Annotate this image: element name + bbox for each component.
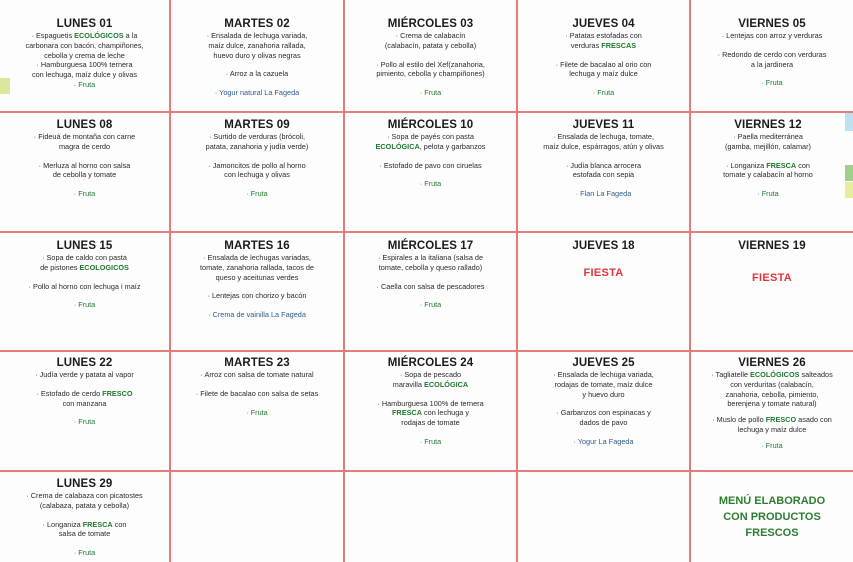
dessert-label: · Yogur La Fageda [573, 436, 634, 446]
eco-tag: ECOLÓGICA [375, 141, 420, 151]
holiday-label: FIESTA [583, 267, 624, 279]
fruta-label: · Fruta [419, 436, 442, 446]
day-cell-martes-09: MARTES 09 · Surtido de verduras (brócoli, patata, zanahoria y judía verde) · Jamoncitos de pollo al horno con lechuga y olivas · Fruta [171, 113, 343, 231]
fruta-label: · Fruta [761, 440, 783, 450]
day-cell-martes-16: MARTES 16 · Ensalada de lechugas variadas, tomate, zanahoria rallada, tacos de queso y aceitunas verdes · Lentejas con chorizo y bacón · Crema de vainilla La Fageda [171, 233, 343, 350]
fruta-label: · Fruta [592, 88, 615, 98]
fruta-label: · Fruta [419, 179, 442, 189]
day-cell-lunes-22: LUNES 22 · Judía verde y patata al vapor · Estofado de cerdo FRESCO con manzana · Fruta [0, 352, 169, 470]
fresh-tag: FRESCAS [601, 40, 637, 50]
day-title: JUEVES 18 [572, 240, 635, 252]
fruta-label: · Fruta [73, 300, 96, 310]
day-cell-viernes-12: VIERNES 12 · Paella mediterránea (gamba, mejillón, calamar) · Longaniza FRESCA con tomate y calabacín al horno · Fruta [691, 113, 845, 231]
day-title: VIERNES 12 [734, 119, 802, 131]
day-title: VIERNES 19 [738, 240, 806, 252]
grid-line [169, 0, 171, 562]
fresh-tag: FRESCA [766, 160, 797, 170]
day-cell-lunes-15: LUNES 15 · Sopa de caldo con pasta de pistones ECOLOGICOS · Pollo al horno con lechuga i maíz · Fruta [0, 233, 169, 350]
fruta-label: · Fruta [757, 189, 779, 199]
day-title: MARTES 16 [224, 240, 290, 252]
day-title: MARTES 02 [224, 18, 290, 30]
day-cell-jueves-11: JUEVES 11 · Ensalada de lechuga, tomate, maíz dulce, espárragos, atún y olivas · Judía blanca arrocera estofada con sepia · Flan La Fageda [518, 113, 689, 231]
day-cell-jueves-25: JUEVES 25 · Ensalada de lechuga variada, rodajas de tomate, maíz dulce y huevo duro · Garbanzos con espinacas y dados de pavo · Yogur La Fageda [518, 352, 689, 470]
day-cell-martes-02: MARTES 02 · Ensalada de lechuga variada, maíz dulce, zanahoria rallada, huevo duro y olivas negras · Arroz a la cazuela · Yogur natural La Fageda [171, 0, 343, 111]
day-cell-miercoles-03: MIÉRCOLES 03 · Crema de calabacín (calabacín, patata y cebolla) · Pollo al estilo del Xef(zanahoria, pimiento, cebolla y champiñones) · Fruta [345, 0, 516, 111]
day-title: MARTES 23 [224, 357, 290, 369]
grid-line [0, 111, 853, 113]
dessert-label: · Yogur natural La Fageda [214, 88, 300, 98]
fresh-tag: FRESCO [102, 388, 133, 398]
day-title: LUNES 22 [56, 357, 113, 369]
fresh-tag: FRESCO [765, 415, 797, 425]
fresh-tag: FRESCA [82, 519, 113, 529]
day-title: MIÉRCOLES 17 [387, 240, 474, 252]
fruta-label: · Fruta [419, 88, 442, 98]
menu-note-line: MENÚ ELABORADO [718, 495, 826, 507]
fresh-tag: FRESCA [391, 408, 422, 418]
fruta-label: · Fruta [246, 189, 268, 199]
side-tab-right-yellow [845, 182, 853, 198]
day-title: JUEVES 25 [572, 357, 635, 369]
day-cell-jueves-04: JUEVES 04 · Patatas estofadas con verduras FRESCAS · Filete de bacalao al orio con lechuga y maíz dulce · Fruta [518, 0, 689, 111]
menu-note-line: CON PRODUCTOS [723, 511, 821, 523]
eco-tag: ECOLÓGICA [424, 379, 469, 389]
grid-line [343, 0, 345, 562]
day-cell-lunes-01: LUNES 01 · Espaguetis ECOLÓGICOS a la carbonara con bacón, champiñones, cebolla y crema de leche · Hamburguesa 100% ternera con lechuga, maíz dulce y olivas · Fruta [0, 0, 169, 111]
day-cell-miercoles-17: MIÉRCOLES 17 · Espirales a la italiana (salsa de tomate, cebolla y queso rallado) · Caella con salsa de pescadores · Fruta [345, 233, 516, 350]
day-title: LUNES 01 [56, 18, 113, 30]
fruta-label: · Fruta [246, 407, 268, 417]
eco-tag: ECOLÓGICOS [750, 370, 800, 379]
grid-line [0, 231, 853, 233]
menu-note [691, 472, 853, 562]
day-title: MIÉRCOLES 03 [387, 18, 474, 30]
fruta-label: · Fruta [73, 548, 96, 558]
day-cell-viernes-19 [691, 233, 853, 350]
dessert-label: · Crema de vainilla La Fageda [208, 310, 306, 320]
day-cell-miercoles-10: MIÉRCOLES 10 · Sopa de payés con pasta ECOLÓGICA, pelota y garbanzos · Estofado de pavo con ciruelas · Fruta [345, 113, 516, 231]
fruta-label: · Fruta [761, 78, 783, 88]
day-cell-jueves-18 [518, 233, 689, 350]
day-cell-martes-23: MARTES 23 · Arroz con salsa de tomate natural · Filete de bacalao con salsa de setas · Fruta [171, 352, 343, 470]
grid-line [0, 350, 853, 352]
day-cell-viernes-05: VIERNES 05 · Lentejas con arroz y verduras · Redondo de cerdo con verduras a la jardinera · Fruta [691, 0, 853, 111]
grid-line [0, 470, 853, 472]
day-cell-lunes-29: LUNES 29 · Crema de calabaza con picatostes (calabaza, patata y cebolla) · Longaniza FRESCA con salsa de tomate · Fruta [0, 472, 169, 562]
dessert-label: · Flan La Fageda [575, 189, 632, 199]
day-cell-lunes-08: LUNES 08 · Fideuá de montaña con carne magra de cerdo · Merluza al horno con salsa de cebolla y tomate · Fruta [0, 113, 169, 231]
day-title: LUNES 15 [56, 240, 113, 252]
day-title: MIÉRCOLES 10 [387, 119, 474, 131]
day-title: MARTES 09 [224, 119, 290, 131]
menu-note-line: FRESCOS [745, 527, 799, 539]
day-title: MIÉRCOLES 24 [387, 357, 474, 369]
grid-line [516, 0, 518, 562]
fruta-label: · Fruta [73, 79, 96, 89]
day-cell-miercoles-24: MIÉRCOLES 24 · Sopa de pescado maravilla ECOLÓGICA · Hamburguesa 100% de ternera FRESCA con lechuga y rodajas de tomate · Fruta [345, 352, 516, 470]
fruta-label: · Fruta [419, 300, 442, 310]
day-title: JUEVES 04 [572, 18, 635, 30]
fruta-label: · Fruta [73, 189, 96, 199]
day-title: LUNES 08 [56, 119, 113, 131]
side-tab-right-green [845, 165, 853, 181]
day-title: VIERNES 05 [738, 18, 806, 30]
holiday-label: FIESTA [751, 272, 793, 284]
day-cell-viernes-26: VIERNES 26 · Tagliatelle ECOLÓGICOS salteados con verduritas (calabacín, zanahoria, cebolla, pimiento, berenjena y tomate natural) · Muslo de pollo FRESCO asado con lechuga y maíz dulce · Fruta [691, 352, 853, 470]
eco-tag: ECOLÓGICOS [74, 31, 124, 40]
day-title: LUNES 29 [56, 478, 113, 490]
day-title: VIERNES 26 [738, 357, 806, 369]
eco-tag: ECOLOGICOS [79, 262, 129, 272]
fruta-label: · Fruta [73, 417, 96, 427]
grid-line [689, 0, 691, 562]
side-tab-right-blue [845, 113, 853, 131]
day-title: JUEVES 11 [572, 119, 635, 131]
